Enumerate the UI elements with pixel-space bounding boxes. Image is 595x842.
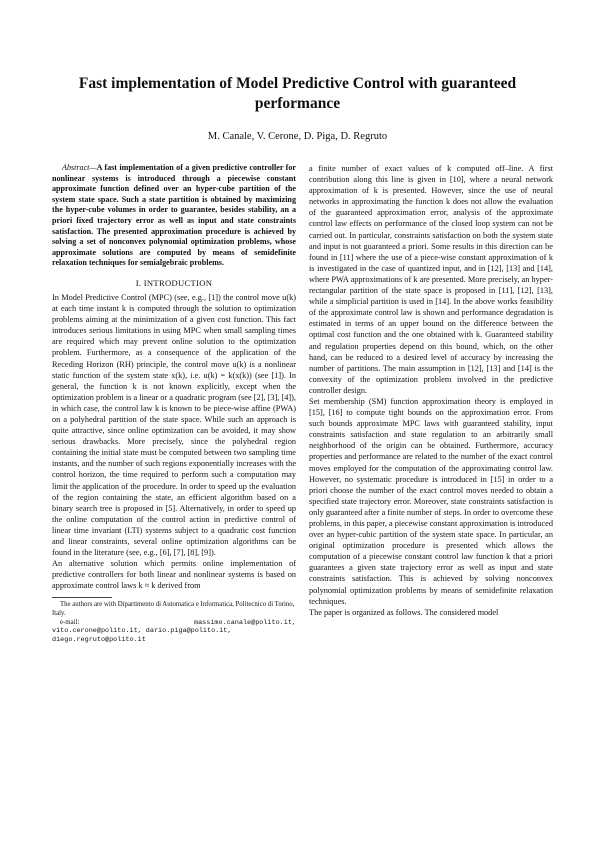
body-paragraph: Set membership (SM) function approximation theory is employed in [15], [16] to compute tight bounds on the approximation error. From such bounds approximate MPC laws with guaranteed stability, input constraints satisfaction and state regulation to an arbitrarily small neighborhood of the origin can be obtained. Furthermore, accuracy properties and performance are related to the number of the exact control moves employed for the computation of the approximating control law. However, no systematic procedure is introduced in [15] in order to a priori choose the number of the exact control moves needed to obtain a specified state trajectory error. Moreover, state constraints satisfaction is only guaranteed after a finite number of steps. In order to overcome these problems, in this paper, a piecewise constant approximation is introduced over an hyper-cubic partition of the system state space. In particular, an original optimization procedure is presented which allows the computation of a piecewise constant control law function k that a priori guarantees a given state trajectory error as well as input and state constraints satisfaction. This is achieved by solving nonconvex polynomial optimization problems by means of semidefinite relaxation techniques. xyxy=(309,396,553,606)
footnote-affiliation: The authors are with Dipartimento di Automatica e Informatica, Politecnico di Torino, Italy. xyxy=(52,601,295,618)
body-paragraph: The paper is organized as follows. The considered model xyxy=(309,607,499,617)
body-paragraph: a finite number of exact values of k computed off–line. A first contribution along this line is given in [10], where a neural network approximation of k is presented. However, since the use of neural networks in approximating the function k does not allow the evaluation of the guaranteed approximation error, analysis of the approximate control law effects on performance of the closed loop system can not be carried out. In particular, constraints satisfaction on both the system state and input is not guaranteed a priori. Some results in this direction can be found in [11] where the use of a piece-wise constant approximation of k is investigated in the case of quantized input, and in [12], [13] and [14], where PWA approximations of k are presented. More precisely, an hyper-rectangular partition of the state space is proposed in [11], [12], [13], while a simplicial partition is used in [14]. In the above works feasibility of the approximate control law is shown and performance degradation is estimated in terms of an upper bound on the difference between the optimal cost function and the one obtained with k. Guaranteed stability and regulation properties depend on this bound, which, on the other hand, can be reduced to a desired level of accuracy by increasing the number of partitions. The main assumption in [12], [13] and [14] is the convexity of the optimization problem involved in the predictive controller design. xyxy=(309,164,553,395)
abstract-label: Abstract— xyxy=(62,163,97,172)
footnote-email[interactable]: vito.cerone@polito.it, dario.piga@polito.it, xyxy=(52,627,232,636)
body-paragraph: An alternative solution which permits online implementation of predictive controllers for both linear and nonlinear systems is based on approximate control laws k ≈ k derived from xyxy=(52,559,296,591)
left-column xyxy=(52,163,296,644)
body-paragraph: In Model Predictive Control (MPC) (see, e.g., [1]) the control move u(k) at each time instant k is computed through the solution to optimization problems aiming at the minimization of a given cost function. This fact introduces serious limitations in using MPC when small sampling times are required which may prevent online solution to the optimization problem. Furthermore, as a consequence of the application of the Receding Horizon (RH) principle, the control move u(k) is a nonlinear static function of the system state x(k), i.e. u(k) = k(x(k)) (see [1]). In general, the function k is not known explicitly, except when the optimization problem is a linear or a quadratic program (see [2], [3], [4]), in which case, the control law k is known to be piece-wise affine (PWA) on a polyhedral partition of the state space. While such an approach is quite attractive, since online optimization can be avoided, it may show serious drawbacks. More precisely, since the polyhedral region containing the initial state must be computed between two sampling time instants, and the number of such regions exponentially increases with the control horizon, the time required to perform such a computation may limit the application of the procedure. In order to speed up the evaluation of the region containing the state, an efficient algorithm based on a binary search tree is proposed in [5]. Alternatively, in order to speed up the online computation of the control action in predictive control of linear time invariant (LTI) systems subject to a quadratic cost function and linear constraints, several online optimization algorithms can be found in the literature (see, e.g., [6], [7], [8], [9]). xyxy=(52,292,296,558)
paper-title: Fast implementation of Model Predictive Control with guaranteed performance xyxy=(78,75,517,112)
abstract xyxy=(52,163,296,269)
footnote-email-line xyxy=(52,619,296,628)
right-column xyxy=(309,163,553,618)
abstract-text: A fast implementation of a given predictive controller for nonlinear systems is introduced through a piecewise constant approximate function defined over an hyper-cube partition of the system state space. Such a state partition is obtained by maximizing the hyper-cube volumes in order to guarantee, besides stability, an a priori fixed trajectory error as well as input and state constraints satisfaction. The presented approximation procedure is achieved by solving a set of nonconvex polynomial optimization problems, whose approximate solutions are computed by means of semidefinite relaxation techniques for semialgebraic problems. xyxy=(52,163,296,268)
footnote-email[interactable]: diego.regruto@polito.it xyxy=(52,635,146,644)
paper-authors: M. Canale, V. Cerone, D. Piga, D. Regruto xyxy=(207,131,388,142)
footnote-email[interactable]: massimo.canale@polito.it, xyxy=(194,618,296,627)
section-heading-introduction: I. INTRODUCTION xyxy=(135,277,213,288)
footnote-email-label: e-mail: xyxy=(60,618,80,626)
footnote-rule xyxy=(52,597,112,598)
